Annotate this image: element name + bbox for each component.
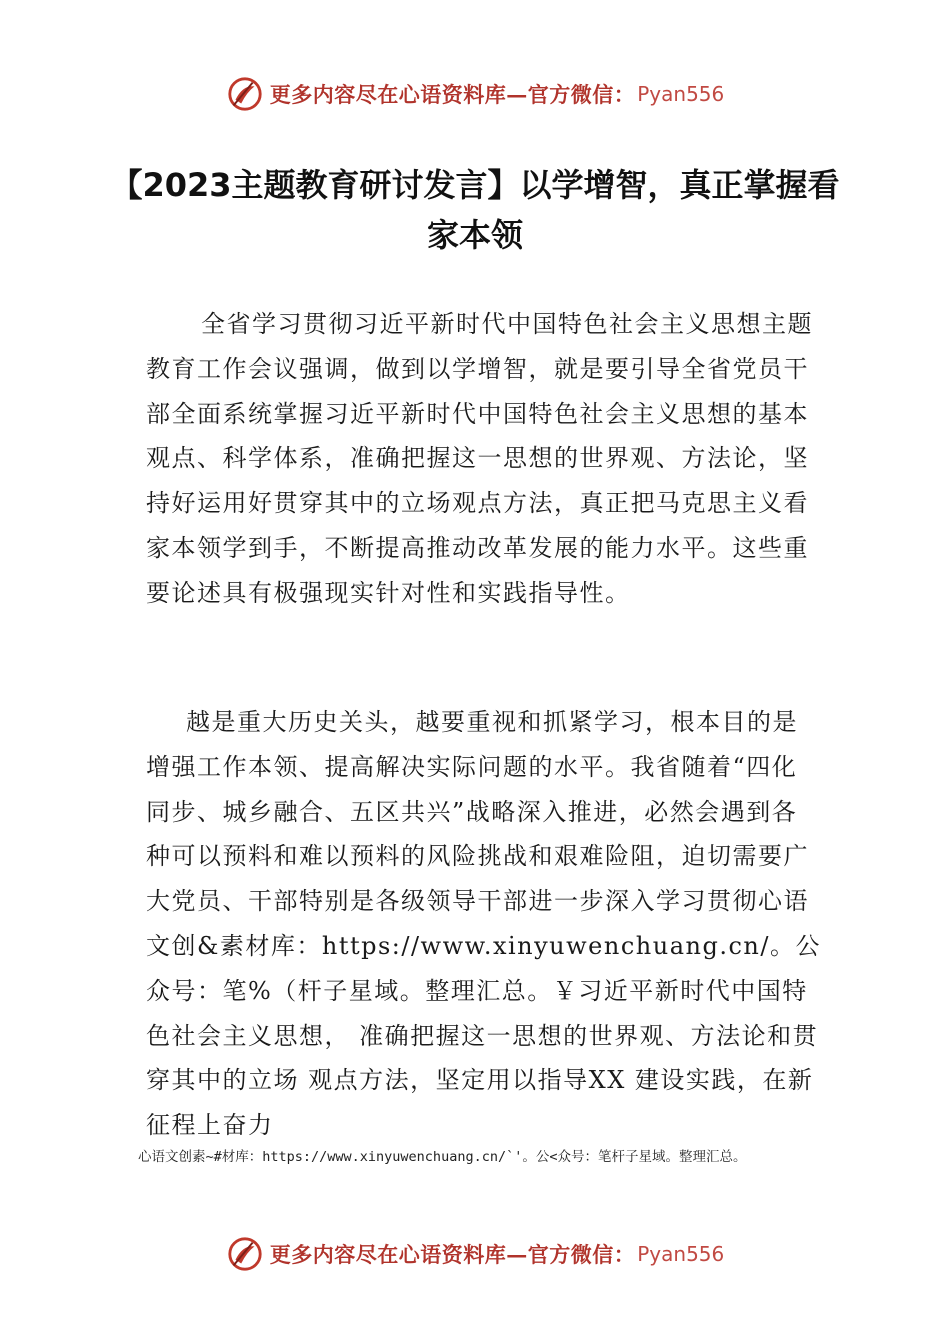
brand-logo-icon (226, 1235, 264, 1273)
banner-text: 更多内容尽在心语资料库—官方微信： (269, 82, 636, 107)
banner-wechat-id: Pyan556 (637, 1242, 725, 1266)
footnote: 心语文创素~#材库：https://www.xinyuwenchuang.cn/`'。公<众号：笔杆子星域。整理汇总。 (138, 1149, 747, 1165)
paragraph-1: 全省学习贯彻习近平新时代中国特色社会主义思想主题教育工作会议强调，做到以学增智，就是要引导全省党员干部全面系统掌握习近平新时代中国特色社会主义思想的基本观点、科学体系，准确把握这一思想的世界观、方法论，坚持好运用好贯穿其中的立场观点方法，真正把马克思主义看家本领学到手，不断提高推动改革发展的能力水平。这些重要论述具有极强现实针对性和实践指导性。 (146, 310, 813, 607)
brand-logo-icon (226, 75, 264, 113)
document-title: 【2023主题教育研讨发言】以学增智，真正掌握看家本领 (110, 166, 840, 254)
header-banner (0, 72, 950, 116)
paragraph-2: 越是重大历史关头，越要重视和抓紧学习，根本目的是增强工作本领、提高解决实际问题的水平。我省随着“四化同步、城乡融合、五区共兴”战略深入推进，必然会遇到各种可以预料和难以预料的风险挑战和艰难险阻，迫切需要广大党员、干部特别是各级领导干部进一步深入学习贯彻心语文创&素材库：https://www.xinyuwenchuang.cn/。公众号：笔%（杆子星域。整理汇总。￥习近平新时代中国特色社会主义思想， 准确把握这一思想的世界观、方法论和贯穿其中的立场 观点方法，坚定用以指导XX 建设实践，在新征程上奋力 (146, 708, 821, 1140)
banner-text: 更多内容尽在心语资料库—官方微信： (269, 1242, 636, 1267)
footer-banner (0, 1232, 950, 1276)
banner-wechat-id: Pyan556 (637, 82, 725, 106)
